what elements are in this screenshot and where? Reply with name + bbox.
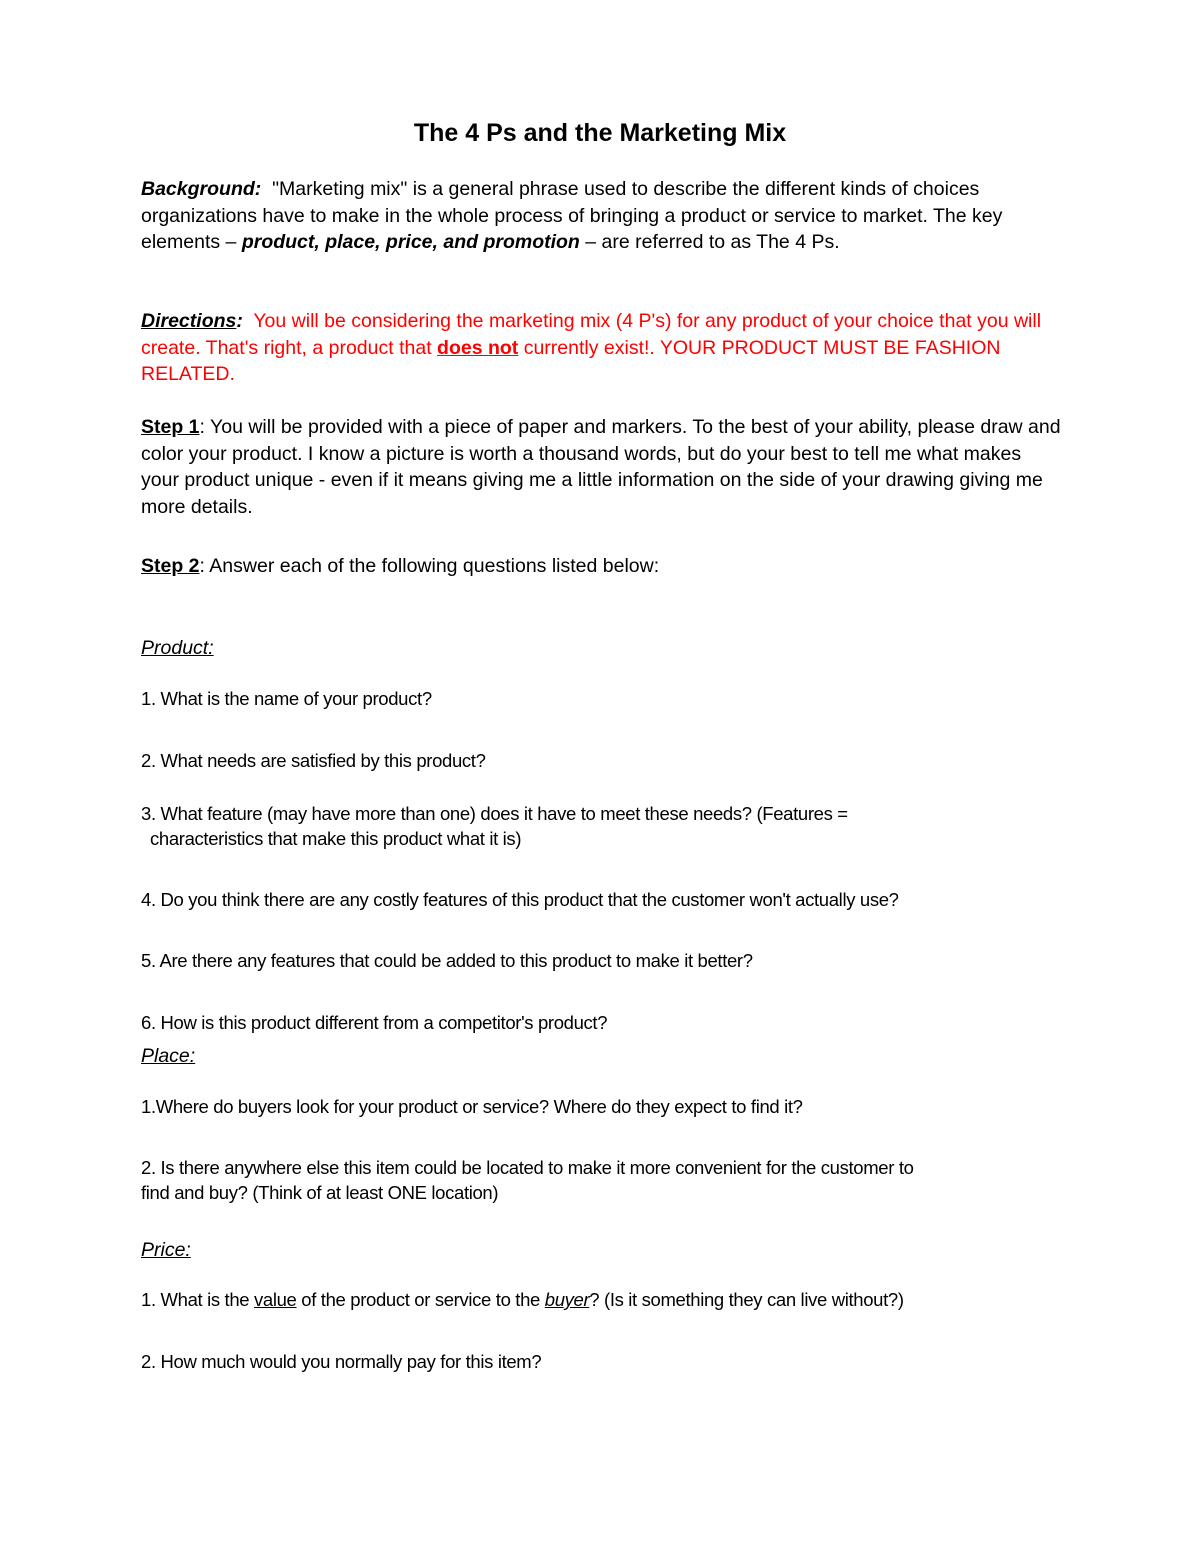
price-question-2: 2. How much would you normally pay for this item? bbox=[141, 1351, 542, 1372]
price-question-1-part-b: of the product or service to the bbox=[296, 1289, 545, 1310]
product-heading: Product: bbox=[141, 637, 214, 659]
directions-paragraph bbox=[141, 308, 1061, 388]
background-emphasis: product, place, price, and promotion bbox=[241, 231, 580, 254]
product-question-4: 4. Do you think there are any costly features of this product that the customer won't actually use? bbox=[141, 889, 899, 910]
price-question-1-value: value bbox=[254, 1289, 297, 1310]
place-question-1: 1.Where do buyers look for your product or service? Where do they expect to find it? bbox=[141, 1096, 803, 1117]
product-question-5: 5. Are there any features that could be added to this product to make it better? bbox=[141, 950, 753, 971]
step1-paragraph bbox=[141, 414, 1061, 520]
product-question-3 bbox=[141, 802, 1041, 851]
product-question-3-line-2: characteristics that make this product what it is) bbox=[150, 827, 522, 849]
background-paragraph bbox=[141, 176, 1061, 256]
price-question-1-part-c: ? (Is it something they can live without?) bbox=[589, 1289, 904, 1310]
price-question-1-buyer: buyer bbox=[544, 1289, 590, 1310]
background-label: Background: bbox=[141, 178, 262, 200]
price-question-1-part-a: 1. What is the bbox=[141, 1289, 254, 1310]
step1-label: Step 1 bbox=[141, 416, 200, 438]
step2-label: Step 2 bbox=[141, 555, 200, 577]
directions-colon: : bbox=[236, 310, 243, 332]
directions-label: Directions bbox=[141, 310, 237, 332]
price-question-1 bbox=[141, 1288, 1041, 1313]
background-text-before: "Marketing mix" is a general phrase used to describe the different kinds of choices organizations have to make in the whole process of bringing a product or service to market. The key elements – bbox=[141, 178, 1003, 254]
directions-emphasis: does not bbox=[437, 336, 519, 359]
price-heading: Price: bbox=[141, 1239, 191, 1261]
directions-text-before: You will be considering the marketing mix (4 P's) for any product of your choice that you will create. That's right, a product that bbox=[141, 310, 1042, 359]
place-question-2-line-1: 2. Is there anywhere else this item could be located to make it more convenient for the customer to bbox=[141, 1157, 914, 1178]
place-question-2 bbox=[141, 1156, 1041, 1205]
product-question-1: 1. What is the name of your product? bbox=[141, 688, 432, 709]
product-question-3-line-1: 3. What feature (may have more than one) does it have to meet these needs? (Features = bbox=[141, 803, 848, 824]
directions-text-after: currently exist!. YOUR PRODUCT MUST BE FASHION RELATED. bbox=[141, 336, 1001, 386]
step2-text: : Answer each of the following questions listed below: bbox=[199, 555, 660, 577]
product-question-2: 2. What needs are satisfied by this product? bbox=[141, 750, 486, 771]
place-heading: Place: bbox=[141, 1045, 196, 1067]
place-question-2-line-2: find and buy? (Think of at least ONE location) bbox=[141, 1181, 499, 1203]
step2-paragraph bbox=[141, 553, 1061, 580]
step1-text: : You will be provided with a piece of paper and markers. To the best of your ability, please draw and color your product. I know a picture is worth a thousand words, but do your best to tell me what makes your product unique - even if it means giving me a little information on the side of your drawing giving me more details. bbox=[141, 416, 1061, 518]
background-text-after: – are referred to as The 4 Ps. bbox=[579, 231, 840, 254]
page-title: The 4 Ps and the Marketing Mix bbox=[413, 119, 787, 147]
product-question-6: 6. How is this product different from a competitor's product? bbox=[141, 1012, 608, 1033]
